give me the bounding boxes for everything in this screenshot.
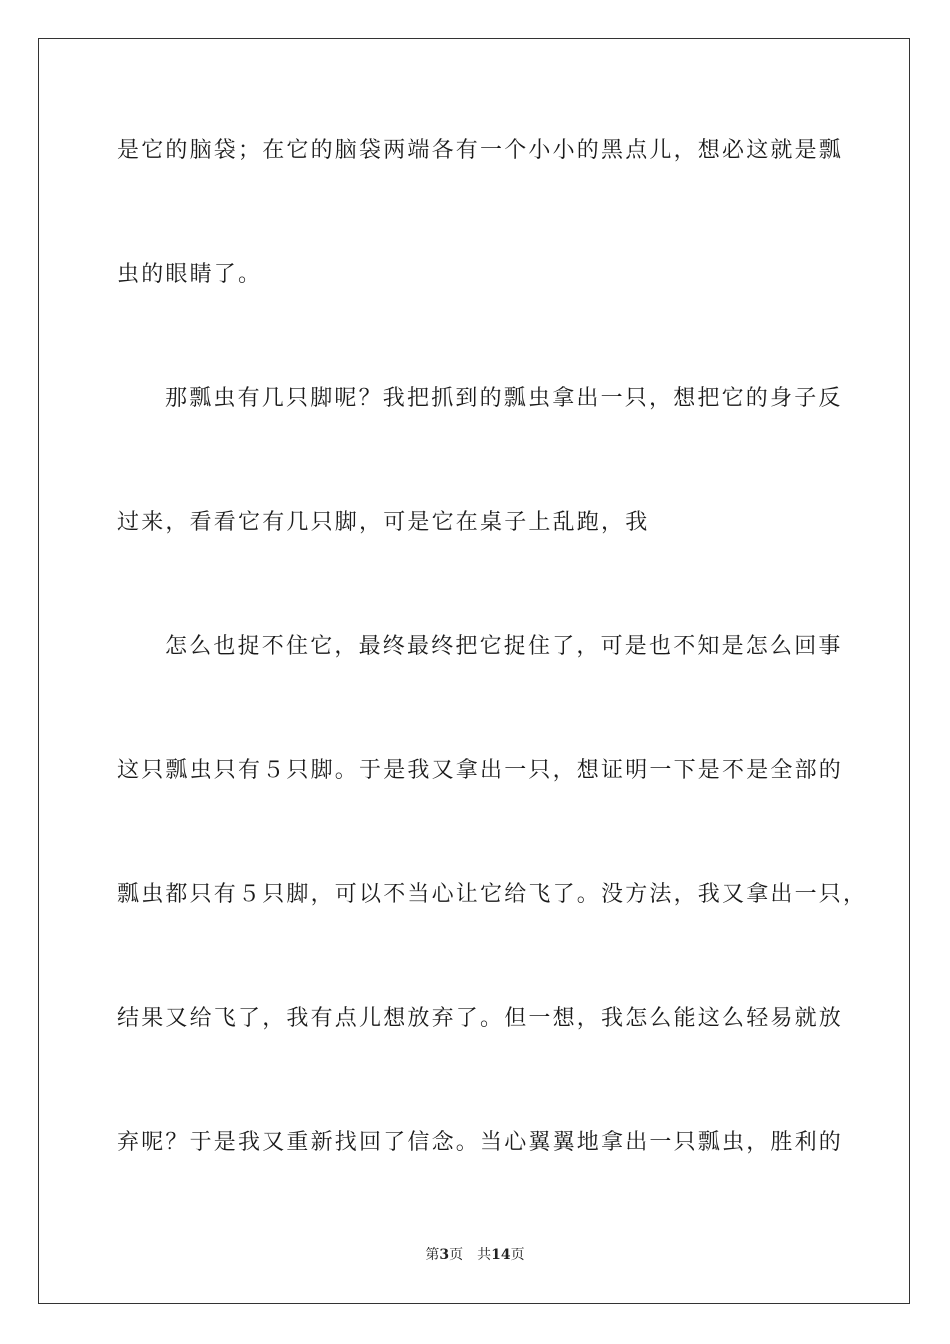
page-total: 共14页 (477, 1247, 525, 1263)
text-line-5: 怎么也捉不住它，最终最终把它捉住了，可是也不知是怎么回事 (165, 634, 843, 659)
text-line-9: 弃呢？于是我又重新找回了信念。当心翼翼地拿出一只瓢虫，胜利的 (117, 1130, 844, 1155)
page-footer (0, 1246, 950, 1264)
text-line-3: 那瓢虫有几只脚呢？我把抓到的瓢虫拿出一只，想把它的身子反 (165, 386, 843, 411)
page-border (38, 38, 910, 1304)
page-number: 第3页 (425, 1247, 464, 1263)
text-line-7: 瓢虫都只有５只脚，可以不当心让它给飞了。没方法，我又拿出一只， (117, 882, 868, 907)
text-line-4: 过来，看看它有几只脚，可是它在桌子上乱跑，我 (117, 510, 650, 535)
text-line-2: 虫的眼睛了。 (117, 262, 263, 287)
text-line-8: 结果又给飞了，我有点儿想放弃了。但一想，我怎么能这么轻易就放 (117, 1006, 844, 1031)
text-line-1: 是它的脑袋；在它的脑袋两端各有一个小小的黑点儿，想必这就是瓢 (117, 138, 844, 163)
text-line-6: 这只瓢虫只有５只脚。于是我又拿出一只，想证明一下是不是全部的 (117, 758, 844, 783)
